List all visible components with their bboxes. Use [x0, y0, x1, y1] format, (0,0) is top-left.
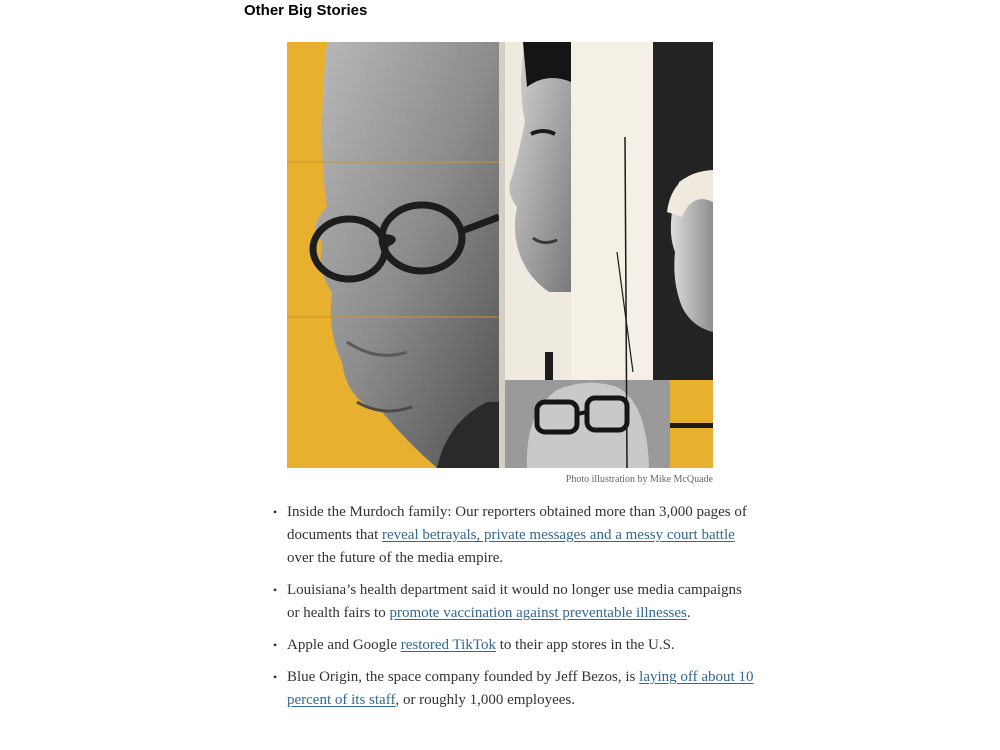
list-item — [273, 666, 757, 712]
story-text: , or roughly 1,000 employees. — [395, 692, 575, 708]
bullet-icon: • — [273, 583, 278, 597]
photo-illustration[interactable] — [287, 42, 713, 468]
list-item — [273, 501, 757, 570]
story-text: Inside the Murdoch family: Our reporters obtained more than 3,000 pages of documents that — [287, 504, 747, 543]
story-text: . — [686, 605, 691, 621]
list-item — [273, 634, 757, 657]
bullet-icon: • — [273, 505, 278, 519]
story-text: to their app stores in the U.S. — [495, 637, 675, 653]
portrait-bottom — [505, 380, 670, 468]
story-link[interactable]: restored TikTok — [400, 637, 496, 653]
story-text: Louisiana’s health department said it would no longer use media campaigns or health fairs to — [287, 582, 742, 621]
photo-caption: Photo illustration by Mike McQuade — [565, 474, 713, 485]
section-heading: Other Big Stories — [244, 2, 368, 19]
story-text: Blue Origin, the space company founded by Jeff Bezos, is — [287, 669, 640, 685]
bullet-icon: • — [273, 670, 278, 684]
list-item — [273, 579, 757, 625]
story-link[interactable]: promote vaccination against preventable illnesses — [389, 605, 687, 621]
story-link[interactable]: reveal betrayals, private messages and a messy court battle — [381, 527, 735, 543]
story-link[interactable]: laying off about 10 percent of its staff — [287, 669, 754, 708]
story-text: Apple and Google — [287, 637, 401, 653]
story-text: over the future of the media empire. — [287, 550, 504, 566]
story-list — [273, 501, 757, 721]
bullet-icon: • — [273, 638, 278, 652]
